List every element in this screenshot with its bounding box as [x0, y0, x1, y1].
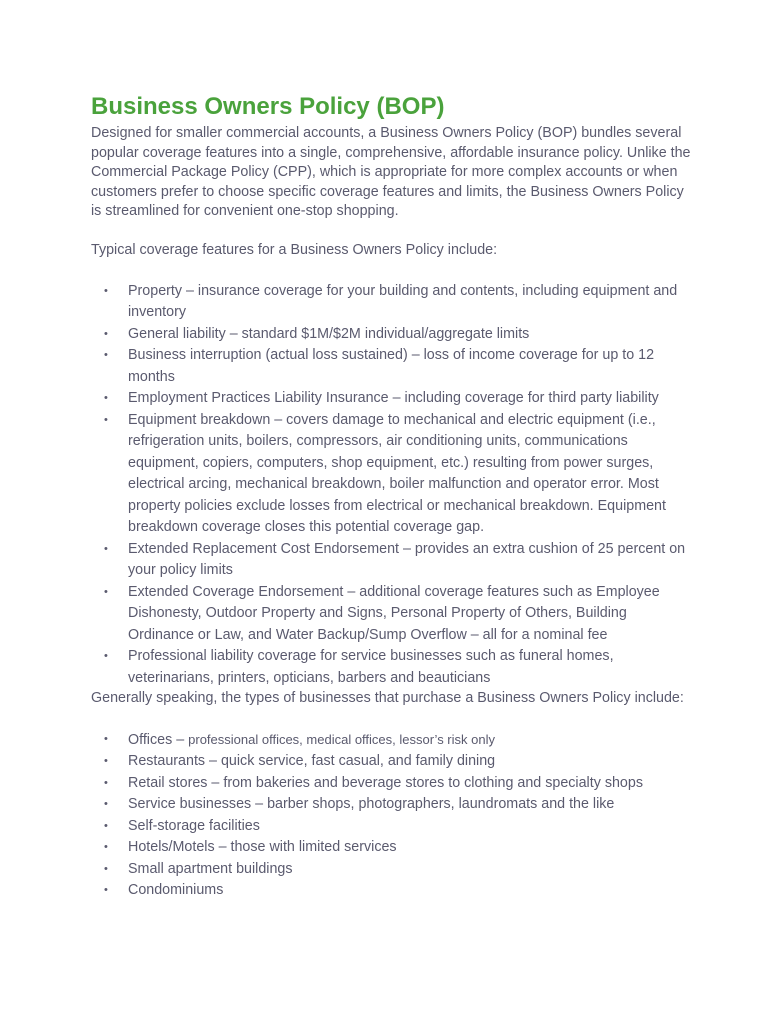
business-list — [91, 729, 691, 902]
list-item: • Employment Practices Liability Insurance – including coverage for third party liability — [91, 388, 691, 410]
list-item: • Equipment breakdown – covers damage to mechanical and electric equipment (i.e., refrigeration units, boilers, compressors, air conditioning units, communications equipment, copiers, computers, shop equipment, etc.) resulting from power surges, electrical arcing, mechanical breakdown, boiler malfunction and operator error. Most property policies exclude losses from electrical or mechanical breakdown. Equipment breakdown coverage closes this potential coverage gap. — [104, 411, 666, 536]
offices-label: Offices – — [128, 731, 189, 748]
list-item: • Hotels/Motels – those with limited services — [91, 837, 691, 859]
offices-detail: professional offices, medical offices, lessor’s risk only — [188, 731, 495, 747]
list-item: • Business interruption (actual loss sustained) – loss of income coverage for up to 12 months — [104, 347, 655, 385]
list-item: • Retail stores – from bakeries and beverage stores to clothing and specialty shops — [91, 773, 691, 795]
list-item: • Property – insurance coverage for your building and contents, including equipment and inventory — [104, 282, 678, 321]
bullet-icon: • — [104, 862, 108, 875]
list-item: • Condominiums — [91, 880, 691, 902]
bullet-icon: • — [104, 798, 108, 811]
list-item: • Restaurants – quick service, fast casual, and family dining — [91, 751, 691, 773]
list-item: • Extended Replacement Cost Endorsement – provides an extra cushion of 25 percent on your policy limits — [104, 540, 686, 579]
coverage-lead: Typical coverage features for a Business Owners Policy include: — [91, 241, 498, 258]
bullet-icon: • — [104, 884, 108, 897]
document-body — [91, 92, 691, 902]
list-item: • Service businesses – barber shops, photographers, laundromats and the like — [91, 794, 691, 816]
bullet-icon: • — [104, 327, 108, 340]
bullet-icon: • — [104, 413, 108, 426]
list-item: • Extended Coverage Endorsement – additional coverage features such as Employee Dishonesty, Outdoor Property and Signs, Personal Property of Others, Building Ordinance or Law, and Water Backup/Sump Overflow – all for a nominal fee — [104, 583, 660, 643]
list-item: • Small apartment buildings — [91, 859, 691, 881]
bullet-icon: • — [104, 585, 108, 598]
bullet-icon: • — [104, 841, 108, 854]
page-title: Business Owners Policy (BOP) — [91, 93, 445, 120]
coverage-list — [91, 281, 691, 690]
bullet-icon: • — [104, 819, 108, 832]
bullet-icon: • — [104, 650, 108, 663]
bullet-icon: • — [104, 392, 108, 405]
bullet-icon: • — [104, 755, 108, 768]
bullet-icon: • — [104, 732, 108, 745]
list-item — [91, 729, 691, 752]
intro-paragraph: Designed for smaller commercial accounts, a Business Owners Policy (BOP) bundles several popular coverage features into a single, comprehensive, affordable insurance policy. Unlike the Commercial Package Policy (CPP), which is appropriate for more complex accounts or when customers prefer to choose specific coverage features and limits, the Business Owners Policy is streamlined for convenient one-stop shopping. — [91, 125, 691, 220]
list-item: • Self-storage facilities — [91, 816, 691, 838]
bullet-icon: • — [104, 542, 108, 555]
bullet-icon: • — [104, 776, 108, 789]
bullet-icon: • — [104, 284, 108, 297]
bullet-icon: • — [104, 349, 108, 362]
list-item: • General liability – standard $1M/$2M individual/aggregate limits — [91, 324, 691, 346]
business-lead: Generally speaking, the types of businesses that purchase a Business Owners Policy include: — [91, 690, 684, 707]
list-item: • Professional liability coverage for service businesses such as funeral homes, veterinarians, printers, opticians, barbers and beauticians — [104, 648, 614, 686]
